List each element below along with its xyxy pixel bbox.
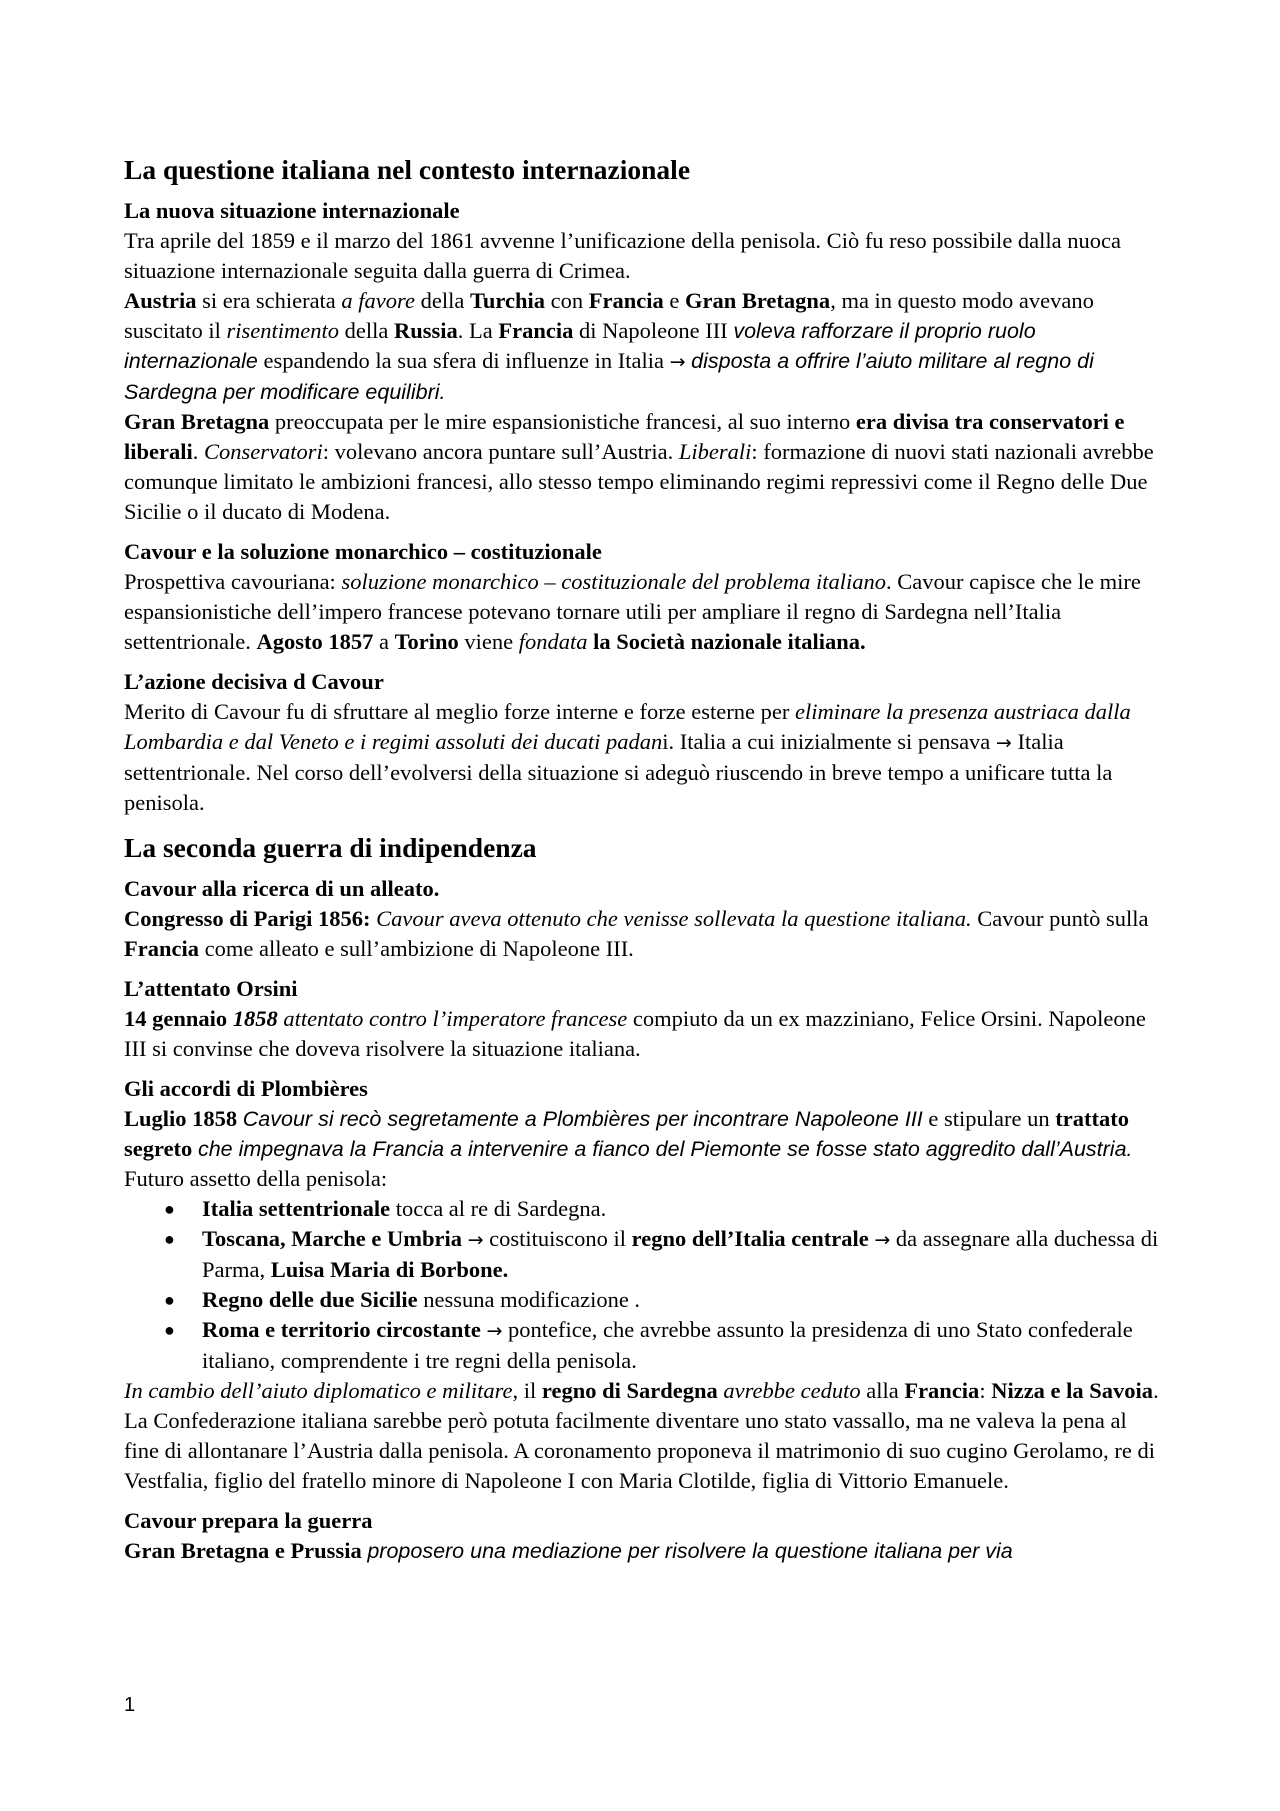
bullet-list <box>124 1194 1164 1376</box>
paragraph: Congresso di Parigi 1856: Cavour aveva ottenuto che venisse sollevata la questione italiana. Cavour puntò sulla Francia come alleato e sull’ambizione di Napoleone III. <box>124 906 1149 961</box>
section-attentato-orsini <box>124 974 1164 1064</box>
bullet-icon: ● <box>164 1320 175 1340</box>
section-nuova-situazione <box>124 196 1164 527</box>
paragraph: Gran Bretagna e Prussia proposero una mediazione per risolvere la questione italiana per via <box>124 1538 1013 1563</box>
section-cavour-soluzione <box>124 537 1164 657</box>
paragraph: Austria si era schierata a favore della Turchia con Francia e Gran Bretagna, ma in questo modo avevano suscitato il risentimento della Russia. La Francia di Napoleone III voleva rafforzare il proprio ruolo internazionale espandendo la sua sfera di influenze in Italia → disposta a offrire l’aiuto militare al regno di Sardegna per modificare equilibri. <box>124 288 1094 404</box>
list-item: ● Regno delle due Sicilie nessuna modificazione . <box>124 1285 1164 1315</box>
arrow-icon: → <box>669 351 686 373</box>
paragraph: Prospettiva cavouriana: soluzione monarchico – costituzionale del problema italiano. Cavour capisce che le mire espansionistiche dell’impero francese potevano tornare utili per ampliare il regno di Sardegna nell’Italia settentrionale. Agosto 1857 a Torino viene fondata la Società nazionale italiana. <box>124 569 1141 654</box>
paragraph: In cambio dell’aiuto diplomatico e militare, il regno di Sardegna avrebbe ceduto alla Francia: Nizza e la Savoia. La Confederazione italiana sarebbe però potuta facilmente diventare uno stato vassallo, ma ne valeva la pena al fine di allontanare l’Austria dalla penisola. A coronamento proponeva il matrimonio di suo cugino Gerolamo, re di Vestfalia, figlio del fratello minore di Napoleone I con Maria Clotilde, figlia di Vittorio Emanuele. <box>124 1378 1159 1493</box>
document-page <box>124 150 1164 1576</box>
paragraph: 14 gennaio 1858 attentato contro l’imperatore francese compiuto da un ex mazziniano, Felice Orsini. Napoleone III si convinse che doveva risolvere la situazione italiana. <box>124 1006 1146 1061</box>
list-item: ● Italia settentrionale tocca al re di Sardegna. <box>124 1194 1164 1224</box>
paragraph: Tra aprile del 1859 e il marzo del 1861 avvenne l’unificazione della penisola. Ciò fu reso possibile dalla nuoca situazione internazionale seguita dalla guerra di Crimea. <box>124 228 1121 283</box>
list-item: ● Toscana, Marche e Umbria → costituiscono il regno dell’Italia centrale → da assegnare alla duchessa di Parma, Luisa Maria di Borbone. <box>164 1226 1159 1282</box>
heading-seconda-guerra: La seconda guerra di indipendenza <box>124 832 537 863</box>
section-title: La nuova situazione internazionale <box>124 198 460 223</box>
paragraph: Gran Bretagna preoccupata per le mire espansionistiche francesi, al suo interno era divisa tra conservatori e liberali. Conservatori: volevano ancora puntare sull’Austria. Liberali: formazione di nuovi stati nazionali avrebbe comunque limitato le ambizioni francesi, allo stesso tempo eliminando regimi repressivi come il Regno delle Due Sicilie o il ducato di Modena. <box>124 409 1154 524</box>
bullet-icon: ● <box>164 1199 175 1219</box>
section-title: L’attentato Orsini <box>124 976 298 1001</box>
section-accordi-plombieres <box>124 1074 1164 1496</box>
paragraph: Luglio 1858 Cavour si recò segretamente a Plombières per incontrare Napoleone III e stipulare un trattato segreto che impegnava la Francia a intervenire a fianco del Piemonte se fosse stato aggredito dall’Austria. <box>124 1106 1133 1161</box>
bullet-icon: ● <box>164 1290 175 1310</box>
heading-questione-italiana: La questione italiana nel contesto internazionale <box>124 154 691 185</box>
paragraph: Merito di Cavour fu di sfruttare al meglio forze interne e forze esterne per eliminare la presenza austriaca dalla Lombardia e dal Veneto e i regimi assoluti dei ducati padani. Italia a cui inizialmente si pensava → Italia settentrionale. Nel corso dell’evolversi della situazione si adeguò riuscendo in breve tempo a unificare tutta la penisola. <box>124 699 1131 815</box>
list-item: ● Roma e territorio circostante → pontefice, che avrebbe assunto la presidenza di uno Stato confederale italiano, comprendente i tre regni della penisola. <box>164 1317 1133 1373</box>
arrow-icon: → <box>995 732 1012 754</box>
section-title: Cavour prepara la guerra <box>124 1508 373 1533</box>
arrow-icon: → <box>874 1229 891 1251</box>
bullet-icon: ● <box>164 1229 175 1249</box>
paragraph: Futuro assetto della penisola: <box>124 1166 388 1191</box>
section-title: Cavour e la soluzione monarchico – costituzionale <box>124 539 602 564</box>
arrow-icon: → <box>467 1229 484 1251</box>
section-cavour-prepara <box>124 1506 1164 1566</box>
section-title: L’azione decisiva d Cavour <box>124 669 384 694</box>
page-number: 1 <box>124 1694 136 1716</box>
arrow-icon: → <box>486 1320 503 1342</box>
section-azione-decisiva <box>124 667 1164 818</box>
section-ricerca-alleato <box>124 874 1164 964</box>
section-title: Gli accordi di Plombières <box>124 1076 368 1101</box>
section-title: Cavour alla ricerca di un alleato. <box>124 876 440 901</box>
